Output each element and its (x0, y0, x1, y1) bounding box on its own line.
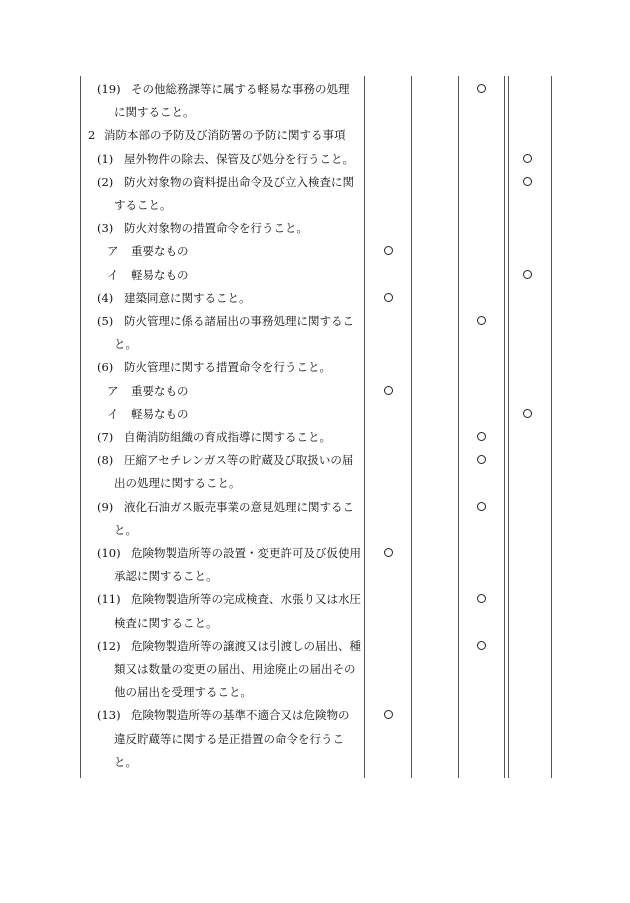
item-text: 消防本部の予防及び消防署の予防に関する事項 (104, 128, 346, 143)
item-number: (3) (97, 221, 114, 236)
item-number: (7) (97, 430, 114, 444)
table-row (0, 542, 630, 565)
item-number: (6) (97, 360, 114, 375)
item-text: 建築同意に関すること。 (124, 290, 251, 305)
item-text: 防火管理に係る諸届出の事務処理に関するこ (124, 314, 354, 328)
item-text: 屋外物件の除去、保管及び処分を行うこと。 (124, 151, 354, 166)
item-text: すること。 (114, 198, 172, 212)
item-text: 検査に関すること。 (114, 615, 218, 630)
table-row (0, 635, 630, 658)
table-row (0, 658, 630, 681)
item-number: ア (107, 244, 119, 259)
item-text: 圧縮アセチレンガス等の貯蔵及び取扱いの届 (124, 453, 354, 468)
item-number: 2 (88, 128, 96, 143)
table-row (0, 449, 630, 472)
item-text: 自衛消防組織の育成指導に関すること。 (124, 430, 331, 444)
table-row (0, 519, 630, 542)
table-row (0, 171, 630, 194)
item-text: に関すること。 (114, 105, 195, 120)
item-text: 危険物製造所等の設置・変更許可及び仮使用 (131, 546, 361, 560)
table-row (0, 612, 630, 635)
item-text: 液化石油ガス販売事業の意見処理に関するこ (124, 499, 354, 514)
circle-mark (523, 177, 532, 186)
table-row (0, 264, 630, 287)
item-text: 重要なもの (131, 383, 189, 398)
item-text: と。 (114, 337, 137, 352)
item-text: 危険物製造所等の譲渡又は引渡しの届出、種 (131, 638, 361, 653)
item-number: イ (107, 267, 119, 282)
item-number: (11) (97, 592, 121, 607)
table-row (0, 472, 630, 495)
item-text: と。 (114, 522, 137, 537)
circle-mark (523, 409, 532, 418)
table-row (0, 101, 630, 124)
item-number: (10) (97, 546, 121, 560)
item-text: 違反貯蔵等に関する是正措置の命令を行うこ (114, 731, 344, 746)
table-row (0, 496, 630, 519)
circle-mark (384, 386, 393, 395)
item-number: (13) (97, 708, 121, 723)
item-text: 類又は数量の変更の届出、用途廃止の届出その (114, 662, 356, 676)
circle-mark (523, 270, 532, 279)
circle-mark (477, 502, 486, 511)
table-row (0, 356, 630, 379)
item-number: (1) (97, 151, 114, 166)
item-text: 軽易なもの (131, 406, 189, 421)
item-text: 承認に関すること。 (114, 569, 218, 584)
circle-mark (384, 293, 393, 302)
item-text: 防火対象物の資料提出命令及び立入検査に関 (124, 174, 354, 189)
item-number: (19) (97, 82, 121, 96)
circle-mark (477, 641, 486, 650)
circle-mark (477, 432, 486, 441)
table-row (0, 124, 630, 147)
item-number: (4) (97, 290, 114, 305)
item-text: 重要なもの (131, 244, 189, 259)
table-row (0, 426, 630, 449)
table-row (0, 240, 630, 263)
circle-mark (384, 246, 393, 255)
item-text: その他総務課等に属する軽易な事務の処理 (131, 82, 350, 96)
table-row (0, 287, 630, 310)
table-row (0, 333, 630, 356)
circle-mark (384, 548, 393, 557)
circle-mark (477, 84, 486, 93)
table-row (0, 588, 630, 611)
item-text: 危険物製造所等の基準不適合又は危険物の (131, 708, 350, 723)
item-number: (9) (97, 499, 114, 514)
item-number: ア (107, 383, 119, 398)
item-number: (5) (97, 314, 114, 328)
table-row (0, 148, 630, 171)
item-number: (12) (97, 638, 121, 653)
item-number: (8) (97, 453, 114, 468)
table-row (0, 704, 630, 727)
table-row (0, 310, 630, 333)
table-row (0, 217, 630, 240)
table-row (0, 380, 630, 403)
item-text: 危険物製造所等の完成検査、水張り又は水圧 (131, 592, 361, 607)
item-text: と。 (114, 754, 137, 769)
circle-mark (384, 710, 393, 719)
item-text: 軽易なもの (131, 267, 189, 282)
table-row (0, 403, 630, 426)
item-number: (2) (97, 174, 114, 189)
table-row (0, 565, 630, 588)
table-row (0, 194, 630, 217)
item-text: 出の処理に関すること。 (114, 476, 241, 491)
item-number: イ (107, 406, 119, 421)
table-row (0, 78, 630, 101)
table-row (0, 751, 630, 774)
table-row (0, 681, 630, 704)
item-text: 防火対象物の措置命令を行うこと。 (124, 221, 308, 236)
circle-mark (523, 154, 532, 163)
item-text: 他の届出を受理すること。 (114, 685, 252, 700)
item-text: 防火管理に関する措置命令を行うこと。 (124, 360, 331, 375)
table-row (0, 728, 630, 751)
circle-mark (477, 594, 486, 603)
circle-mark (477, 316, 486, 325)
circle-mark (477, 455, 486, 464)
